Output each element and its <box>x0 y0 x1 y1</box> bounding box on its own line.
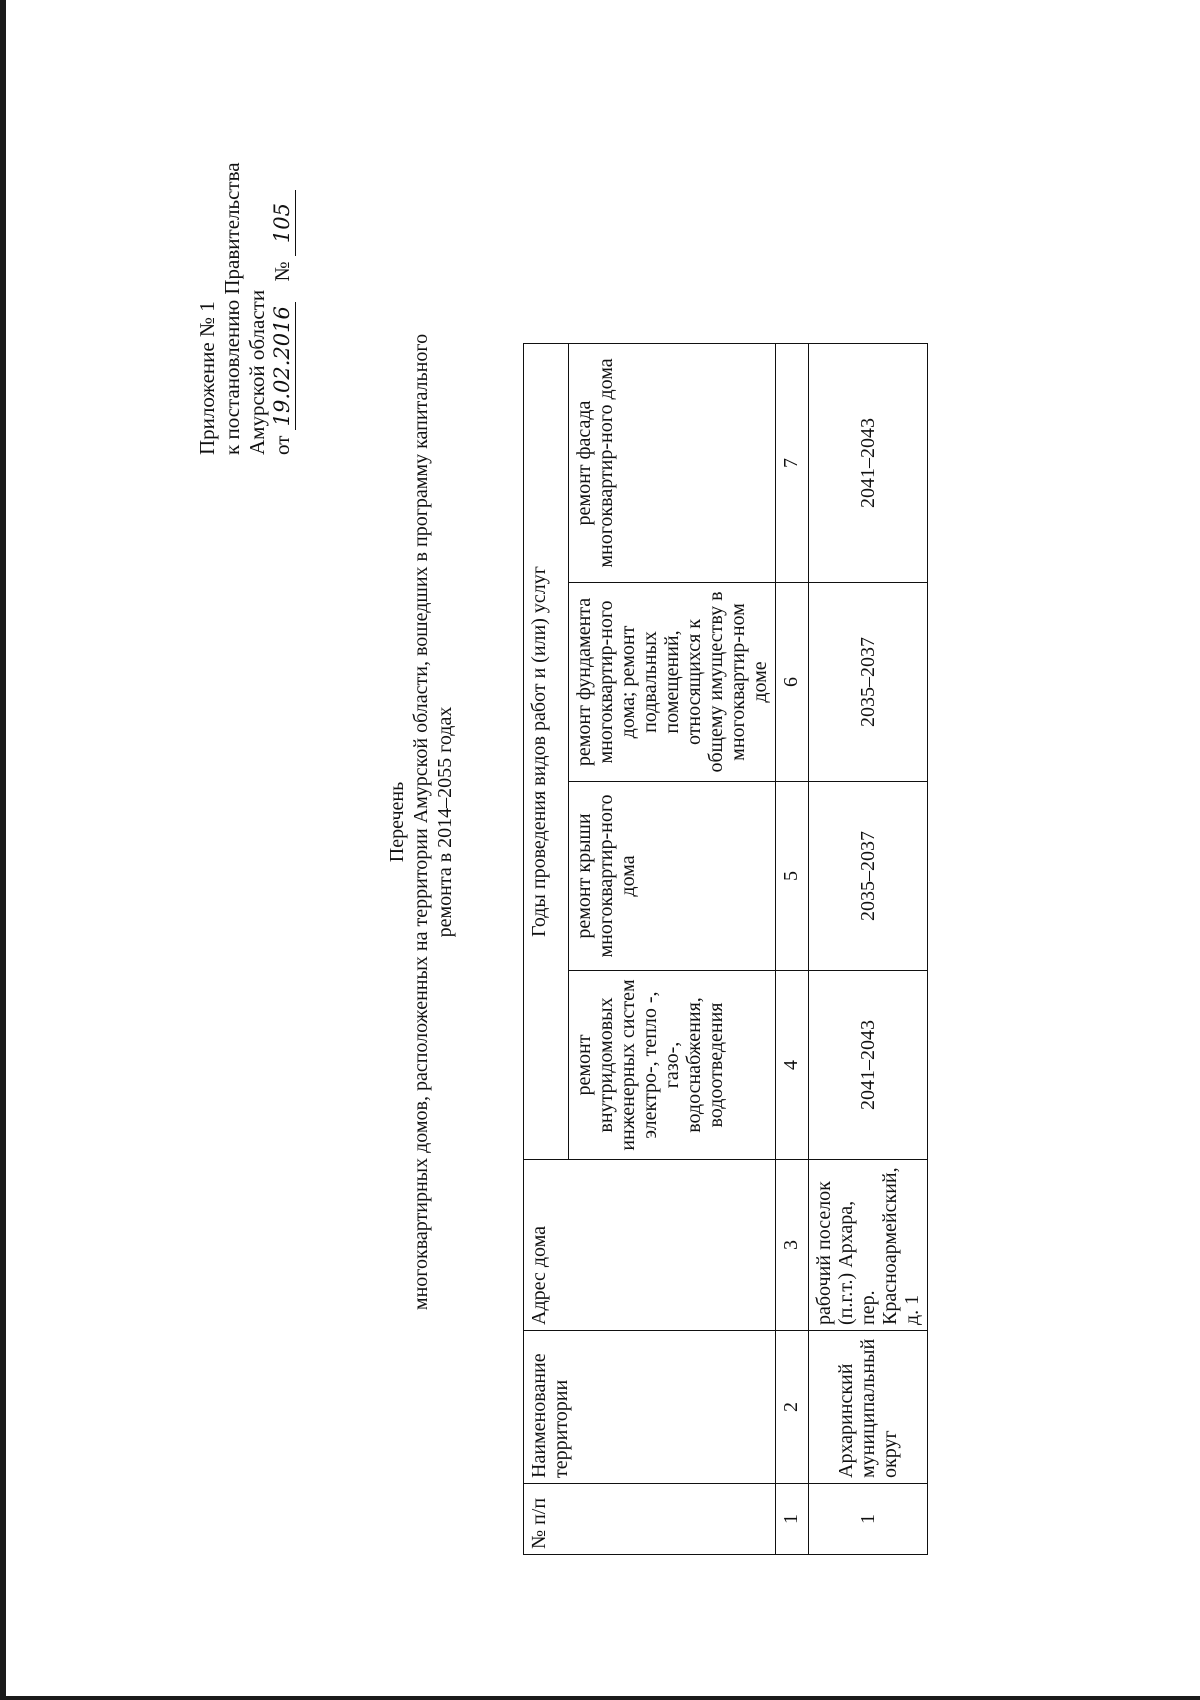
row-col4: 2041–2043 <box>809 971 928 1160</box>
row-territory: Архаринский муниципальный округ <box>809 1331 928 1484</box>
row-col5: 2035–2037 <box>809 782 928 971</box>
row-num: 1 <box>809 1484 928 1555</box>
row-col7: 2041–2043 <box>809 344 928 583</box>
handwritten-number: 105 <box>270 190 296 256</box>
table-header-row <box>524 344 569 1555</box>
table-row <box>809 344 928 1555</box>
header-col7: ремонт фасада многоквартир-ного дома <box>569 344 776 583</box>
row-col6: 2035–2037 <box>809 583 928 782</box>
row-address: рабочий поселок (п.г.т.) Архара, пер. Красноармейский, д. 1 <box>809 1160 928 1331</box>
column-number: 1 <box>776 1484 809 1555</box>
column-number: 3 <box>776 1160 809 1331</box>
column-number: 7 <box>776 344 809 583</box>
column-number: 5 <box>776 782 809 971</box>
column-number-row <box>776 344 809 1555</box>
appendix-block <box>195 162 296 455</box>
date-prefix: от <box>270 435 294 455</box>
column-number: 4 <box>776 971 809 1160</box>
header-num: № п/п <box>524 1484 776 1555</box>
header-col5: ремонт крыши многоквартир-ного дома <box>569 782 776 971</box>
document-title <box>385 212 457 1432</box>
header-years-group: Годы проведения видов работ и (или) услуг <box>524 344 569 1160</box>
handwritten-date: 19.02.2016 <box>270 302 296 430</box>
header-address: Адрес дома <box>524 1160 776 1331</box>
appendix-date-line <box>270 162 296 455</box>
housing-table <box>523 343 928 1555</box>
title-line: Перечень <box>386 781 408 863</box>
column-number: 6 <box>776 583 809 782</box>
appendix-line: Приложение № 1 <box>195 301 219 455</box>
appendix-line: к постановлению Правительства <box>220 162 244 455</box>
number-prefix: № <box>270 261 294 282</box>
appendix-line: Амурской области <box>245 289 269 455</box>
header-col6: ремонт фундамента многоквартир-ного дома; ремонт подвальных помещений, относящихся к общему имуществу в многоквартир-ном доме <box>569 583 776 782</box>
title-line: многоквартирных домов, расположенных на территории Амурской области, вошедших в программу капитального <box>410 333 432 1311</box>
title-line: ремонта в 2014–2055 годах <box>434 706 456 938</box>
header-territory: Наименование территории <box>524 1331 776 1484</box>
header-col4: ремонт внутридомовых инженерных систем электро-, тепло -, газо-, водоснабжения, водоотведения <box>569 971 776 1160</box>
column-number: 2 <box>776 1331 809 1484</box>
